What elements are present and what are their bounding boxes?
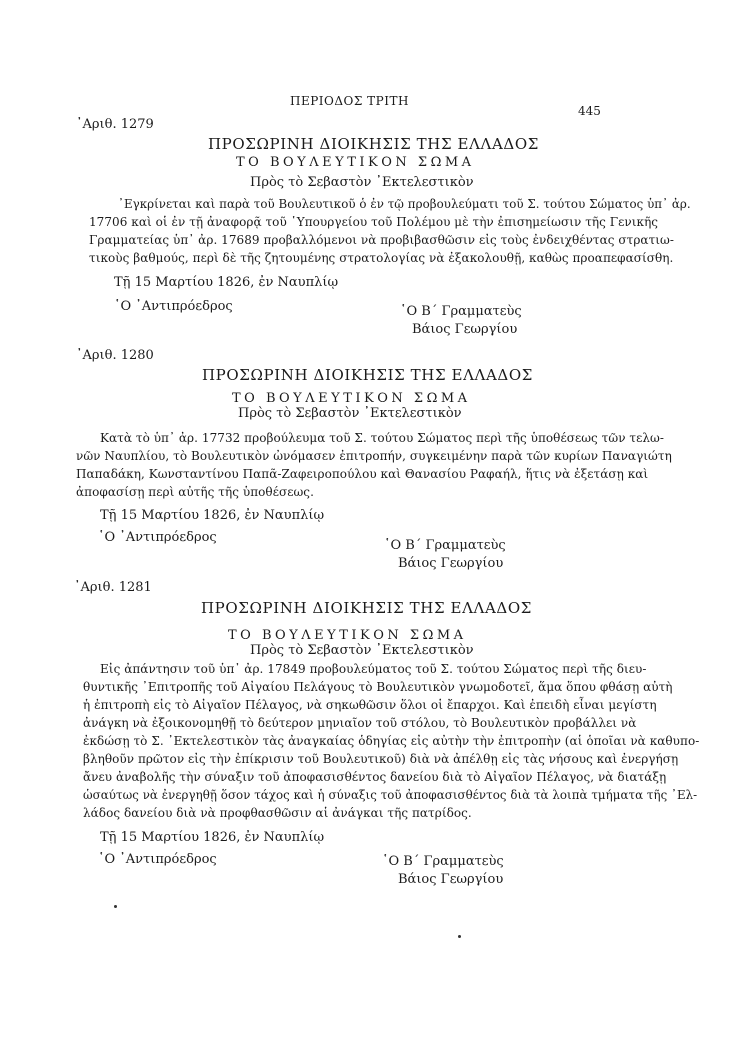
body-line: λάδος δανείου διὰ νὰ προφθασθῶσιν αἱ ἀνάγκαι τῆς πατρίδος. [83, 806, 472, 820]
body-line: θυντικῆς ᾽Επιτροπῆς τοῦ Αἰγαίου Πελάγους τὸ Βουλευτικὸν γνωμοδοτεῖ, ἅμα ὅπου φθάσῃ αὐτὴ [83, 680, 673, 694]
body-line: τικοὺς βαθμούς, περὶ δὲ τῆς ζητουμένης στρατολογίας νὰ ἐξακολουθῇ, καθὼς προαπεφασίσθη. [89, 251, 674, 265]
body-line: ἐκδώσῃ τὸ Σ. ᾽Εκτελεστικὸν τὰς ἀναγκαίας ὁδηγίας εἰς αὐτὴν τὴν ἐπιτροπὴν (αἱ ὁποῖαι νὰ καθυπο- [83, 734, 700, 748]
body-line: Κατὰ τὸ ὑπ᾽ ἀρ. 17732 προβούλευμα τοῦ Σ. τούτου Σώματος περὶ τῆς ὑποθέσεως τῶν τελω- [100, 431, 664, 445]
secretary-name: Βάιος Γεωργίου [412, 322, 518, 337]
record-body-name: ΤΟ ΒΟΥΛΕΥΤΙΚΟΝ ΣΩΜΑ [228, 628, 467, 643]
running-head: ΠΕΡΙΟΔΟΣ ΤΡΙΤΗ [290, 94, 409, 108]
body-line: ἄνευ ἀναβολῆς τὴν σύναξιν τοῦ ἀποφασισθέντος δανείου διὰ τὸ Αἰγαῖον Πέλαγος, νὰ διατάξῃ [83, 770, 667, 784]
vice-president-signature: ῾Ο ᾽Αντιπρόεδρος [114, 299, 233, 314]
secretary-name: Βάιος Γεωργίου [398, 556, 504, 571]
vice-president-signature: ῾Ο ᾽Αντιπρόεδρος [98, 530, 217, 545]
record-number: ᾽Αριθ. 1281 [74, 580, 152, 595]
body-line: Εἰς ἀπάντησιν τοῦ ὑπ᾽ ἀρ. 17849 προβουλεύματος τοῦ Σ. τούτου Σώματος περὶ τῆς διευ- [100, 662, 647, 676]
record-title: ΠΡΟΣΩΡΙΝΗ ΔΙΟΙΚΗΣΙΣ ΤΗΣ ΕΛΛΑΔΟΣ [208, 135, 539, 153]
record-body-name: ΤΟ ΒΟΥΛΕΥΤΙΚΟΝ ΣΩΜΑ [236, 155, 475, 170]
body-line: βληθοῦν πρῶτον εἰς τὴν ἐπίκρισιν τοῦ Βουλευτικοῦ) διὰ νὰ ἀπέλθῃ εἰς τὰς νήσους καὶ ἐνεργήσῃ [83, 752, 679, 766]
body-line: ὡσαύτως νὰ ἐνεργηθῇ ὅσον τάχος καὶ ἡ σύναξις τοῦ ἀποφασισθέντος διὰ τὰ λοιπὰ τμήματα τῆς ᾽Ελ- [83, 788, 698, 802]
secretary-title: ῾Ο Β´ Γραμματεὺς [382, 854, 504, 869]
secretary-name: Βάιος Γεωργίου [398, 872, 504, 887]
record-addressee: Πρὸς τὸ Σεβαστὸν ᾽Εκτελεστικὸν [238, 406, 462, 421]
record-body-name: ΤΟ ΒΟΥΛΕΥΤΙΚΟΝ ΣΩΜΑ [232, 391, 471, 406]
body-line: ἀνάγκη νὰ ἐξοικονομηθῇ τὸ δεύτερον μηνιαῖον τοῦ στόλου, τὸ Βουλευτικὸν προβάλλει νὰ [83, 716, 637, 730]
record-title: ΠΡΟΣΩΡΙΝΗ ΔΙΟΙΚΗΣΙΣ ΤΗΣ ΕΛΛΑΔΟΣ [202, 366, 533, 384]
vice-president-signature: ῾Ο ᾽Αντιπρόεδρος [98, 852, 217, 867]
body-line: 17706 καὶ οἱ ἐν τῇ ἀναφορᾷ τοῦ ῾Υπουργείου τοῦ Πολέμου μὲ τὴν ἐπισημείωσιν τῆς Γενικῆς [89, 215, 659, 229]
body-line: Γραμματείας ὑπ᾽ ἀρ. 17689 προβαλλόμενοι νὰ προβιβασθῶσιν εἰς τοὺς ἐνδειχθέντας στρατιω- [89, 233, 674, 247]
record-date: Τῇ 15 Μαρτίου 1826, ἐν Ναυπλίῳ [114, 275, 339, 290]
record-addressee: Πρὸς τὸ Σεβαστὸν ᾽Εκτελεστικὸν [250, 175, 474, 190]
body-line: ᾽Εγκρίνεται καὶ παρὰ τοῦ Βουλευτικοῦ ὁ ἐν τῷ προβουλεύματι τοῦ Σ. τούτου Σώματος ὑπ᾽ ἀρ. [118, 197, 691, 211]
record-date: Τῇ 15 Μαρτίου 1826, ἐν Ναυπλίῳ [100, 830, 325, 845]
record-addressee: Πρὸς τὸ Σεβαστὸν ᾽Εκτελεστικὸν [250, 643, 474, 658]
body-line: νῶν Ναυπλίου, τὸ Βουλευτικὸν ὠνόμασεν ἐπιτροπήν, συγκειμένην παρὰ τῶν κυρίων Παναγιώτη [76, 449, 672, 463]
page-number: 445 [578, 104, 601, 118]
secretary-title: ῾Ο Β´ Γραμματεὺς [400, 304, 522, 319]
record-title: ΠΡΟΣΩΡΙΝΗ ΔΙΟΙΚΗΣΙΣ ΤΗΣ ΕΛΛΑΔΟΣ [201, 599, 532, 617]
record-number: ᾽Αριθ. 1280 [76, 348, 154, 363]
secretary-title: ῾Ο Β´ Γραμματεὺς [384, 538, 506, 553]
record-date: Τῇ 15 Μαρτίου 1826, ἐν Ναυπλίῳ [100, 508, 325, 523]
body-line: ἀποφασίσῃ περὶ αὐτῆς τῆς ὑποθέσεως. [76, 485, 314, 499]
record-number: ᾽Αριθ. 1279 [76, 117, 154, 132]
body-line: Παπαδάκη, Κωνσταντίνου Παπᾶ-Ζαφειροπούλου καὶ Θανασίου Ραφαήλ, ἥτις νὰ ἐξετάσῃ καὶ [76, 467, 649, 481]
body-line: ἡ ἐπιτροπὴ εἰς τὸ Αἰγαῖον Πέλαγος, νὰ σηκωθῶσιν ὅλοι οἱ ἔπαρχοι. Καὶ ἐπειδὴ εἶναι μεγίστη [83, 698, 657, 712]
print-speck [114, 905, 117, 908]
print-speck [458, 935, 461, 938]
